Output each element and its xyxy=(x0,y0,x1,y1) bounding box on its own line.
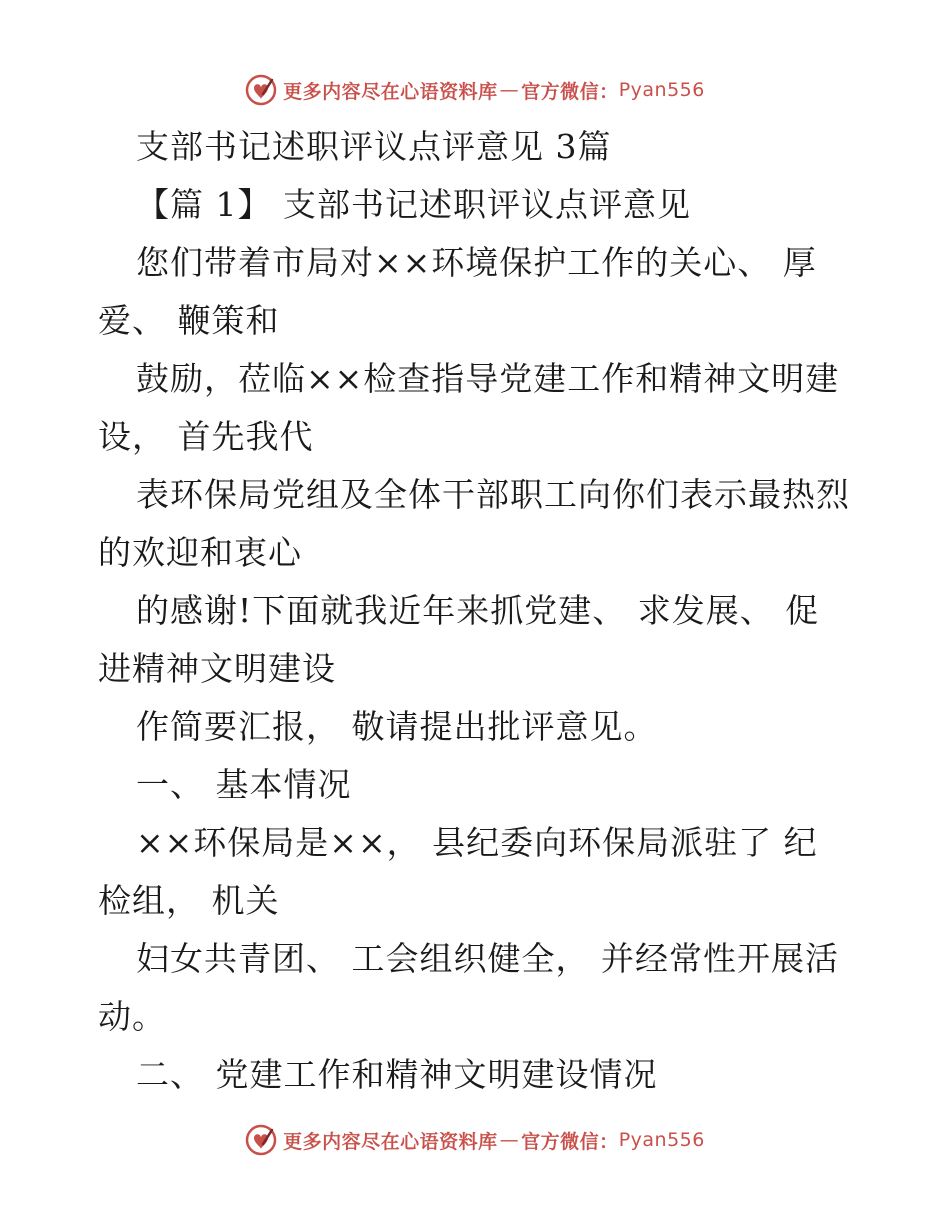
text-line: 的感谢!下面就我近年来抓党建、 求发展、 促 xyxy=(136,591,820,630)
text-line: 检组， 机关 xyxy=(98,881,280,920)
text-line: 【篇 1】 支部书记述职评议点评意见 xyxy=(136,185,691,224)
watermark-account: Pyan556 xyxy=(618,79,705,101)
watermark-official: 官方微信： xyxy=(521,1130,619,1153)
watermark-separator: — xyxy=(499,79,520,101)
text-line: 作简要汇报， 敬请提出批评意见。 xyxy=(136,707,658,746)
watermark-brand: 更多内容尽在心语资料库 xyxy=(283,1130,498,1153)
heart-pen-logo-icon xyxy=(245,74,277,106)
footer-watermark xyxy=(0,1120,950,1160)
text-line: 爱、 鞭策和 xyxy=(98,301,280,340)
text-line: 支部书记述职评议点评意见 3篇 xyxy=(136,127,612,166)
text-line: ××环保局是××， 县纪委向环保局派驻了 纪 xyxy=(136,823,818,862)
text-line: 妇女共青团、 工会组织健全， 并经常性开展活 xyxy=(136,939,839,978)
text-line: 一、 基本情况 xyxy=(136,765,352,804)
watermark-official: 官方微信： xyxy=(521,80,619,103)
text-line: 的欢迎和衷心 xyxy=(98,533,302,572)
text-line: 鼓励，莅临××检查指导党建工作和精神文明建 xyxy=(136,359,840,398)
header-watermark xyxy=(0,70,950,110)
text-line: 动。 xyxy=(98,997,166,1036)
watermark-account: Pyan556 xyxy=(618,1129,705,1151)
watermark-separator: — xyxy=(499,1129,520,1151)
text-line: 进精神文明建设 xyxy=(98,649,336,688)
text-line: 设， 首先我代 xyxy=(98,417,314,456)
text-line: 二、 党建工作和精神文明建设情况 xyxy=(136,1055,658,1094)
document-body xyxy=(98,118,858,1104)
text-line: 您们带着市局对××环境保护工作的关心、 厚 xyxy=(136,243,817,282)
heart-pen-logo-icon xyxy=(245,1124,277,1156)
watermark-brand: 更多内容尽在心语资料库 xyxy=(283,80,498,103)
text-line: 表环保局党组及全体干部职工向你们表示最热烈 xyxy=(136,475,850,514)
